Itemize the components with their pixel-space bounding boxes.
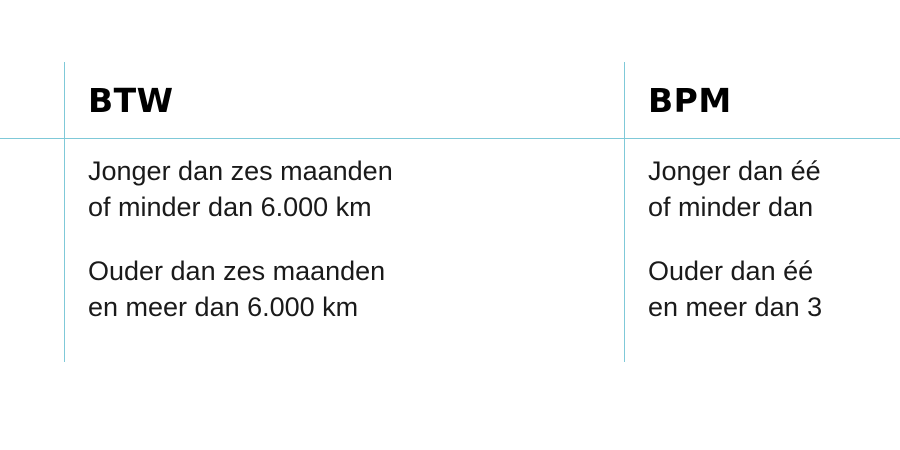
column-divider-line-2 [624,62,625,362]
column-divider-line-1 [64,62,65,362]
table-column-btw [88,62,608,325]
cell-line: Ouder dan éé [648,256,814,286]
table-cell [648,153,900,225]
cell-line: of minder dan [648,192,814,222]
table-cell [648,253,900,325]
cell-line: of minder dan 6.000 km [88,192,372,222]
cell-line: en meer dan 3 [648,292,823,322]
cell-line: Ouder dan zes maanden [88,256,386,286]
cell-line: en meer dan 6.000 km [88,292,359,322]
table-cell [88,253,608,325]
column-header-bpm: BPM [648,81,732,120]
cell-line: Jonger dan zes maanden [88,156,393,186]
cell-line: Jonger dan éé [648,156,821,186]
table-cell [88,153,608,225]
column-header-btw: BTW [88,81,174,120]
table-column-bpm [648,62,900,325]
